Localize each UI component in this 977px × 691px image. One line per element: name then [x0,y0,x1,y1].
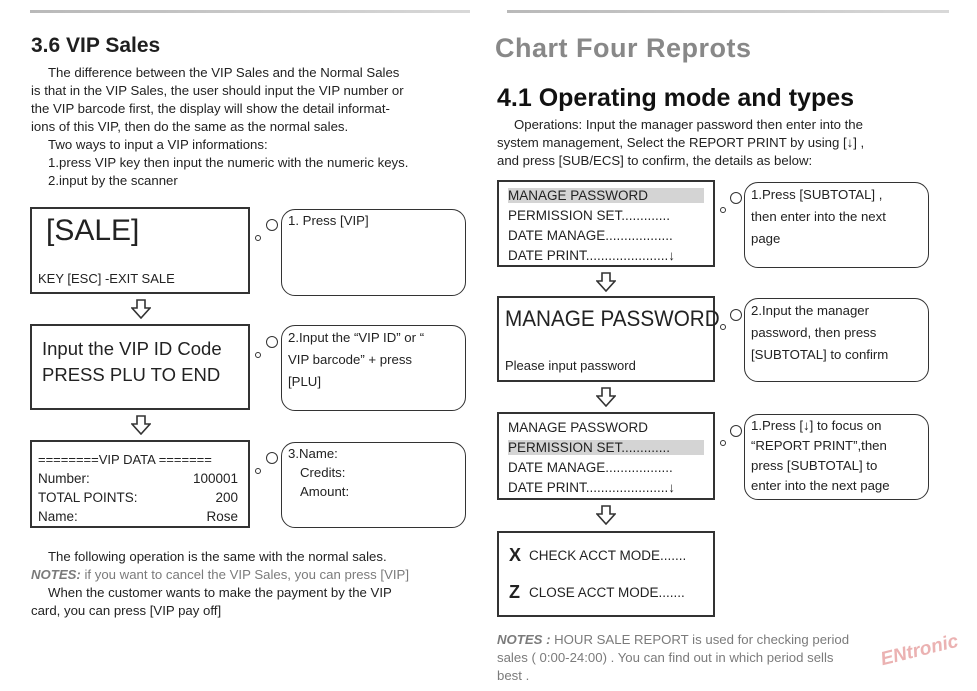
note-line: page [751,231,781,246]
intro-line: Operations: Input the manager password then enter into the [514,117,863,132]
notes-line [31,566,476,584]
menu-item: PERMISSION SET............. [508,208,671,223]
note-line: 2.Input the “VIP ID” or “ [288,330,425,345]
intro-line: the VIP barcode first, the display will show the detail informat- [31,101,390,116]
note-line: VIP barcode” + press [288,352,413,367]
speech-bubble-dot [255,235,261,241]
note-line: [SUBTOTAL] to confirm [751,347,889,362]
notes-line: best . [497,668,530,683]
vip-data-label: TOTAL POINTS: [38,490,138,505]
note-line: 1.Press [SUBTOTAL] , [751,187,883,202]
note-text: 1. Press [VIP] [288,213,369,228]
note-text [751,300,888,366]
vip-intro [31,64,471,190]
lcd-screen-manage-password [497,296,720,382]
intro-line: Two ways to input a VIP informations: [48,137,268,152]
speech-bubble-dot [720,207,726,213]
notes-label: NOTES: [31,567,81,582]
speech-bubble-dot [255,352,261,358]
note-line: press [SUBTOTAL] to [751,458,878,473]
note-text [751,184,886,250]
notes-line: sales ( 0:00-24:00) . You can find out in which period sells [497,650,834,665]
lcd-screen-vip-id [30,324,250,410]
menu-item: DATE PRINT......................↓ [508,248,676,263]
note-line: then enter into the next [751,209,886,224]
note-line: 1.Press [↓] to focus on [751,418,882,433]
vip-data-value: 200 [215,490,238,505]
note-line: [PLU] [288,374,321,389]
down-arrow-icon [131,299,151,319]
note-text [288,327,424,393]
menu-item-selected: MANAGE PASSWORD [508,188,704,203]
vip-data-value: 100001 [192,471,238,486]
intro-line: and press [SUB/ECS] to confirm, the details as below: [497,153,813,168]
vip-data-value: Rose [206,509,238,524]
down-arrow-icon [131,415,151,435]
screen-small-text: Please input password [505,358,636,373]
notes-line [497,631,947,649]
menu-item-selected: PERMISSION SET............. [508,440,704,455]
note-line: enter into the next page [751,478,890,493]
menu-item: DATE PRINT......................↓ [508,480,676,495]
mode-label-close: CLOSE ACCT MODE....... [529,585,685,600]
intro-line: 2.input by the scanner [48,173,178,188]
down-arrow-icon [596,272,616,292]
intro-line: The difference between the VIP Sales and the Normal Sales [48,65,400,80]
screen-big-text: MANAGE PASSWORD [505,306,720,331]
vip-data-header: ========VIP DATA ======= [38,452,212,467]
notes-label: NOTES : [497,632,551,647]
mode-label-check: CHECK ACCT MODE....... [529,548,687,563]
screen-line-2: PRESS PLU TO END [42,364,221,385]
menu-item: MANAGE PASSWORD [508,420,649,435]
speech-bubble-dot [730,192,742,204]
note-line: 2.Input the manager [751,303,870,318]
section-title-operating-mode: 4.1 Operating mode and types [497,84,855,112]
lcd-screen-vip-data [30,440,250,528]
chapter-title: Chart Four Reprots [495,33,752,63]
vip-after-text [31,548,476,620]
speech-bubble-dot [266,452,278,464]
speech-bubble-dot [720,324,726,330]
vip-data-label: Name: [38,509,78,524]
vip-data-label: Number: [38,471,90,486]
mode-key-z: Z [509,582,520,602]
intro-line: is that in the VIP Sales, the user should input the VIP number or [31,83,404,98]
lcd-menu-1 [497,180,715,267]
after-line: The following operation is the same with the normal sales. [48,549,387,564]
intro-line: ions of this VIP, then do the same as the normal sales. [31,119,349,134]
operating-intro [497,116,947,170]
screen-line-1: Input the VIP ID Code [42,338,222,359]
intro-line: system management, Select the REPORT PRINT by using [↓] , [497,135,865,150]
intro-line: 1.press VIP key then input the numeric with the numeric keys. [48,155,409,170]
note-line: “REPORT PRINT”,then [751,438,887,453]
after-line: When the customer wants to make the payment by the VIP [48,585,392,600]
lcd-screen-modes [497,531,715,617]
lcd-menu-2 [497,412,715,500]
top-rule-right [507,10,949,13]
note-text [288,444,349,501]
notes-text: HOUR SALE REPORT is used for checking period [550,632,850,647]
notes-text: if you want to cancel the VIP Sales, you can press [VIP] [80,567,409,582]
down-arrow-icon [596,505,616,525]
speech-bubble-dot [255,468,261,474]
note-line: password, then press [751,325,877,340]
report-notes [497,631,947,685]
speech-bubble-dot [730,309,742,321]
down-arrow-icon [596,387,616,407]
screen-small-text: KEY [ESC] -EXIT SALE [38,271,175,286]
screen-big-text: [SALE] [46,214,140,247]
speech-bubble-dot [266,336,278,348]
menu-item: DATE MANAGE.................. [508,460,673,475]
mode-key-x: X [509,545,522,565]
note-text [751,416,890,496]
speech-bubble-dot [720,440,726,446]
top-rule-left [30,10,470,13]
after-line: card, you can press [VIP pay off] [31,603,222,618]
lcd-screen-sale [30,207,250,294]
section-title-vip-sales: 3.6 VIP Sales [31,34,161,57]
menu-item: DATE MANAGE.................. [508,228,673,243]
speech-bubble-dot [266,219,278,231]
watermark-logo: ENtronic [878,630,961,671]
note-line: Credits: [300,465,346,480]
note-line: Amount: [300,484,350,499]
speech-bubble-dot [730,425,742,437]
note-line: 3.Name: [288,446,338,461]
